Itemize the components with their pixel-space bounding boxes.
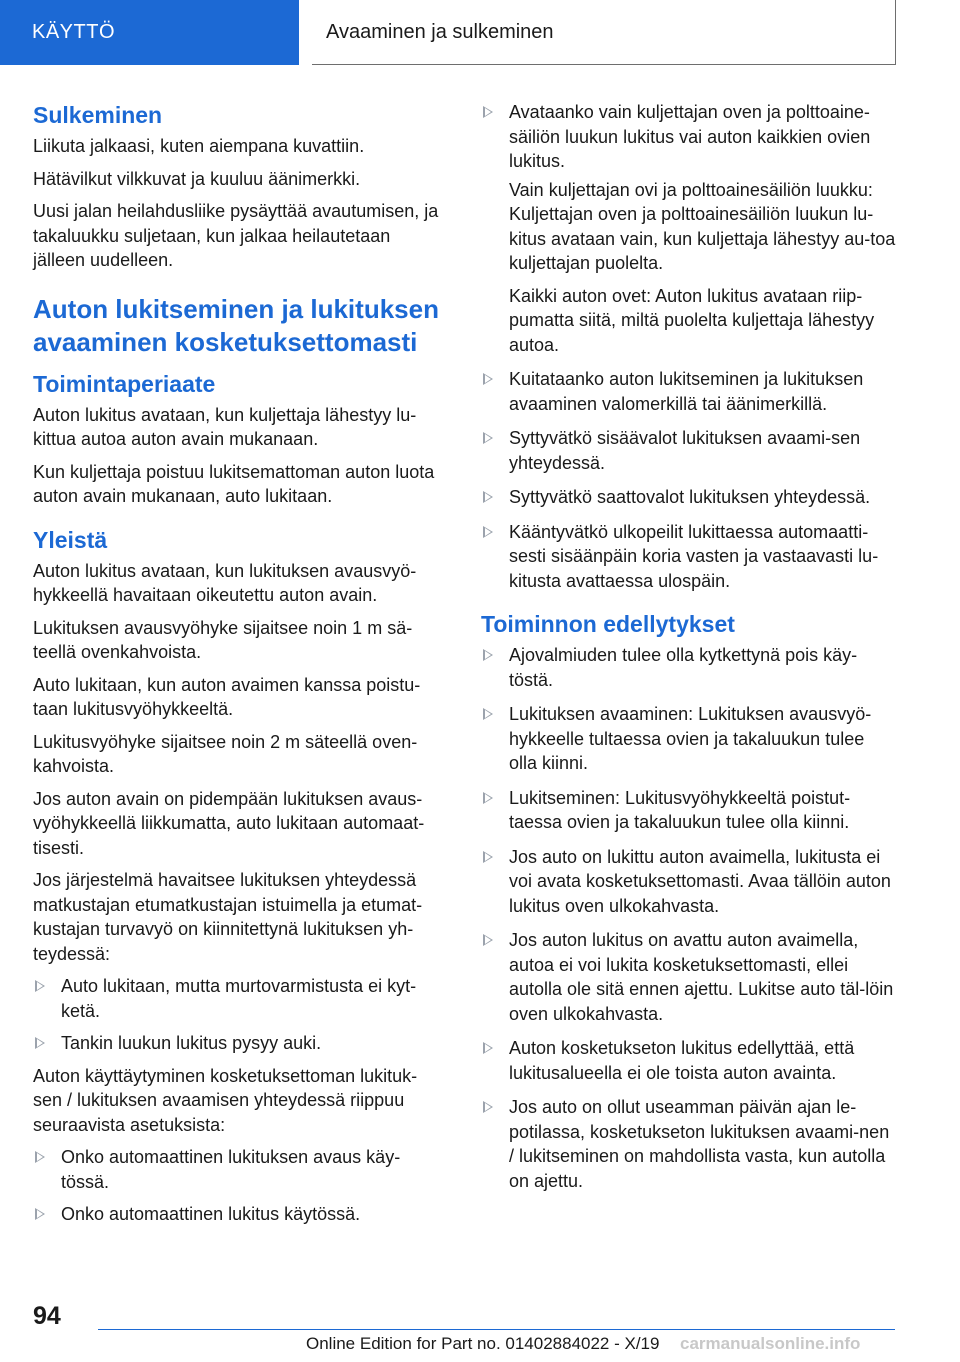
section-tab-label: KÄYTTÖ xyxy=(32,21,116,43)
paragraph: Liikuta jalkaasi, kuten aiempana kuvattiin. xyxy=(33,136,365,156)
list-item xyxy=(481,1036,897,1085)
list-item xyxy=(481,702,897,776)
heading-main: Auton lukitseminen ja lukituksen avaaminen kosketuksettomasti xyxy=(33,293,439,357)
list-item xyxy=(33,1145,445,1194)
paragraph: Auton käyttäytyminen kosketuksettoman lukituk-sen / lukituksen avaamisen yhteydessä riippuu seuraavista asetuksista: xyxy=(33,1065,418,1135)
list-item-text: Lukitseminen: Lukitusvyöhykkeeltä poistut-taessa ovien ja takaluukun tulee olla kiinni. xyxy=(509,787,851,832)
list-item xyxy=(33,1031,445,1056)
paragraph: Lukituksen avausvyöhyke sijaitsee noin 1 m sä-teellä ovenkahvoista. xyxy=(33,617,413,662)
list-item-subparagraph: Kaikki auton ovet: Auton lukitus avataan riip-pumatta siitä, miltä puolelta kuljettaja lähestyy autoa. xyxy=(509,285,875,355)
paragraph: Uusi jalan heilahdusliike pysäyttää avautumisen, ja takaluukku suljetaan, kun jalkaa heilautetaan jälleen uudelleen. xyxy=(33,201,439,270)
right-column xyxy=(481,100,897,1203)
list-item-text: Kuitataanko auton lukitseminen ja lukituksen avaaminen valomerkillä tai äänimerkillä. xyxy=(509,369,864,414)
list-item xyxy=(481,367,897,416)
list-item xyxy=(481,100,897,357)
triangle-bullet-icon xyxy=(483,106,493,118)
triangle-bullet-icon xyxy=(483,491,493,503)
paragraph: Auton lukitus avataan, kun kuljettaja lähestyy lu-kittua autoa auton avain mukanaan. xyxy=(33,404,417,449)
list-item xyxy=(481,845,897,919)
list-item-text: Jos auton lukitus on avattu auton avaimella, autoa ei voi lukita kosketuksettomasti, ellei autolla ole sitä ennen ajettu. Lukitse auto täl-löin oven ulkokahvasta. xyxy=(509,930,894,1024)
heading-edellytykset: Toiminnon edellytykset xyxy=(481,611,735,637)
left-column xyxy=(33,100,445,1235)
list-item-text: Avataanko vain kuljettajan oven ja polttoaine-säiliön luukun lukitus vai auton kaikkien ovien lukitus. xyxy=(509,102,871,171)
list-item xyxy=(33,1202,445,1227)
list-item-text: Onko automaattinen lukituksen avaus käy-tössä. xyxy=(61,1147,401,1192)
chapter-title-label: Avaaminen ja sulkeminen xyxy=(326,20,554,43)
triangle-bullet-icon xyxy=(35,1037,45,1049)
heading-yleista: Yleistä xyxy=(33,526,108,553)
triangle-bullet-icon xyxy=(483,373,493,385)
list-item xyxy=(481,426,897,475)
paragraph: Lukitusvyöhyke sijaitsee noin 2 m säteellä oven-kahvoista. xyxy=(33,731,418,776)
triangle-bullet-icon xyxy=(483,708,493,720)
list-item-text: Tankin luukun lukitus pysyy auki. xyxy=(61,1033,322,1053)
list-item xyxy=(481,786,897,835)
list-item xyxy=(481,520,897,594)
list-item-text: Jos auto on lukittu auton avaimella, lukitusta ei voi avata kosketuksettomasti. Avaa tällöin auton lukitus oven ulkokahvasta. xyxy=(509,846,891,916)
triangle-bullet-icon xyxy=(483,851,493,863)
list-item-text: Auto lukitaan, mutta murtovarmistusta ei kyt-ketä. xyxy=(61,976,417,1021)
heading-sulkeminen: Sulkeminen xyxy=(33,102,163,128)
paragraph: Auto lukitaan, kun auton avaimen kanssa poistu-taan lukitusvyöhykkeeltä. xyxy=(33,674,421,719)
list-item-text: Syttyvätkö saattovalot lukituksen yhteydessä. xyxy=(509,487,871,507)
triangle-bullet-icon xyxy=(483,432,493,444)
list-item xyxy=(481,643,897,692)
list-item-text: Lukituksen avaaminen: Lukituksen avausvyö-hykkeelle tultaessa ovien ja takaluukun tulee olla kiinni. xyxy=(509,704,872,773)
list-item-text: Onko automaattinen lukitus käytössä. xyxy=(61,1204,361,1224)
watermark: carmanualsonline.info xyxy=(680,1334,861,1353)
edition-label: Online Edition for Part no. 01402884022 - X/19 xyxy=(306,1334,660,1353)
triangle-bullet-icon xyxy=(483,934,493,946)
list-item-text: Syttyvätkö sisäävalot lukituksen avaami-sen yhteydessä. xyxy=(509,428,861,473)
list-item-text: Auton kosketukseton lukitus edellyttää, että lukitusalueella ei ole toista auton avainta. xyxy=(509,1038,855,1083)
list-item-text: Ajovalmiuden tulee olla kytkettynä pois käy-töstä. xyxy=(509,645,858,690)
triangle-bullet-icon xyxy=(483,526,493,538)
list-item-subparagraph: Vain kuljettajan ovi ja polttoainesäiliön luukku: Kuljettajan oven ja polttoainesäiliön luukun lu-kitus avataan vain, kun kuljettaja lähestyy au-toa kuljettajan puolelta. xyxy=(509,179,896,273)
triangle-bullet-icon xyxy=(35,980,45,992)
list-item xyxy=(481,485,897,510)
list-item-text: Jos auto on ollut useamman päivän ajan le-potilassa, kosketukseton lukituksen avaami-nen / lukitseminen on mahdollista vasta, kun autolla on ajettu. xyxy=(509,1097,890,1191)
list-item-text: Kääntyvätkö ulkopeilit lukittaessa automaatti-sesti sisäänpäin koria vasten ja vastaavasti lu-kitusta avattaessa ulospäin. xyxy=(509,521,879,591)
page-number: 94 xyxy=(33,1302,61,1330)
list-item xyxy=(481,1095,897,1193)
paragraph: Auton lukitus avataan, kun lukituksen avausvyö-hykkeellä havaitaan oikeutettu auton avain. xyxy=(33,560,417,605)
section-tab xyxy=(0,0,299,65)
list-item xyxy=(481,928,897,1026)
chapter-title xyxy=(312,0,896,65)
paragraph: Kun kuljettaja poistuu lukitsemattoman auton luota auton avain mukanaan, auto lukitaan. xyxy=(33,461,435,506)
triangle-bullet-icon xyxy=(483,1101,493,1113)
triangle-bullet-icon xyxy=(35,1151,45,1163)
footer-divider xyxy=(98,1329,895,1330)
paragraph: Jos auton avain on pidempään lukituksen avaus-vyöhykkeellä liikkumatta, auto lukitaan automaat-tisesti. xyxy=(33,788,425,858)
triangle-bullet-icon xyxy=(483,1042,493,1054)
triangle-bullet-icon xyxy=(35,1208,45,1220)
paragraph: Hätävilkut vilkkuvat ja kuuluu äänimerkki. xyxy=(33,168,361,189)
triangle-bullet-icon xyxy=(483,792,493,804)
paragraph: Jos järjestelmä havaitsee lukituksen yhteydessä matkustajan etumatkustajan istuimella ja etumat-kustajan turvavyö on kiinnitettynä lukituksen yh-teydessä: xyxy=(33,870,423,964)
heading-toimintaperiaate: Toimintaperiaate xyxy=(33,370,216,397)
triangle-bullet-icon xyxy=(483,649,493,661)
list-item xyxy=(33,974,445,1023)
